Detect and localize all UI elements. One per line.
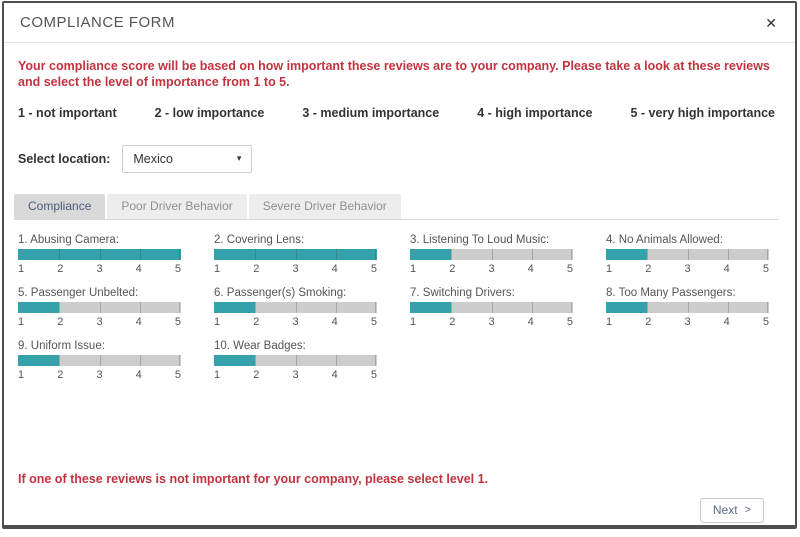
slider-track[interactable] <box>18 355 181 366</box>
slider-tick <box>688 249 689 260</box>
scale-number: 2 <box>57 315 64 328</box>
scale-number: 4 <box>135 368 142 381</box>
slider-scale <box>18 316 181 328</box>
slider-tick <box>296 302 297 313</box>
dialog-body <box>4 43 795 523</box>
scale-number: 1 <box>214 315 221 328</box>
importance-slider <box>18 287 181 328</box>
slider-scale <box>410 316 573 328</box>
location-selected-value: Mexico <box>133 151 173 166</box>
slider-scale <box>606 316 769 328</box>
scale-number: 4 <box>527 315 534 328</box>
slider-tick <box>728 249 729 260</box>
scale-number: 5 <box>174 368 181 381</box>
scale-number: 1 <box>410 315 417 328</box>
slider-tick <box>296 355 297 366</box>
scale-number: 2 <box>449 262 456 275</box>
scale-number: 3 <box>488 315 495 328</box>
scale-number: 3 <box>96 315 103 328</box>
slider-tick <box>179 302 180 313</box>
slider-label: 3. Listening To Loud Music: <box>410 233 550 246</box>
scale-number: 4 <box>331 262 338 275</box>
importance-slider <box>606 287 769 328</box>
next-button[interactable] <box>700 498 764 523</box>
slider-tick <box>532 302 533 313</box>
slider-tick <box>451 302 452 313</box>
slider-tick <box>336 302 337 313</box>
scale-number: 3 <box>292 262 299 275</box>
legend-item: 5 - very high importance <box>630 105 775 120</box>
scale-number: 2 <box>57 368 64 381</box>
scale-number: 2 <box>57 262 64 275</box>
scale-number: 4 <box>527 262 534 275</box>
scale-number: 5 <box>566 262 573 275</box>
note-text: If one of these reviews is not important for your company, please select level 1. <box>18 471 489 486</box>
slider-fill <box>214 302 255 313</box>
slider-tick <box>255 302 256 313</box>
slider-tick <box>140 249 141 260</box>
slider-fill <box>606 249 647 260</box>
slider-tick <box>179 249 180 260</box>
importance-slider <box>214 287 377 328</box>
importance-slider <box>410 287 573 328</box>
scale-number: 4 <box>331 368 338 381</box>
slider-track[interactable] <box>606 249 769 260</box>
dialog-title: COMPLIANCE FORM <box>20 14 176 31</box>
dialog-header <box>4 3 795 43</box>
next-button-label: Next <box>712 502 738 517</box>
slider-tick <box>728 302 729 313</box>
scale-number: 5 <box>762 262 769 275</box>
slider-tick <box>375 249 376 260</box>
slider-track[interactable] <box>18 302 181 313</box>
slider-tick <box>375 302 376 313</box>
slider-fill <box>18 355 59 366</box>
slider-tick <box>100 302 101 313</box>
instruction-text: Your compliance score will be based on how important these reviews are to your company. Please take a look at these reviews and select the level of importance from 1 to 5. <box>18 59 770 90</box>
scale-number: 3 <box>292 368 299 381</box>
slider-track[interactable] <box>18 249 181 260</box>
slider-tick <box>140 302 141 313</box>
slider-scale <box>410 263 573 275</box>
importance-slider <box>18 340 181 381</box>
location-dropdown[interactable] <box>122 145 252 173</box>
slider-tick <box>59 355 60 366</box>
slider-tick <box>647 249 648 260</box>
slider-scale <box>606 263 769 275</box>
slider-fill <box>410 302 451 313</box>
scale-number: 2 <box>253 315 260 328</box>
slider-track[interactable] <box>410 249 573 260</box>
close-icon[interactable]: ✕ <box>765 14 777 31</box>
scale-number: 1 <box>606 315 613 328</box>
scale-number: 5 <box>174 315 181 328</box>
slider-tick <box>336 249 337 260</box>
slider-scale <box>214 316 377 328</box>
scale-number: 2 <box>645 262 652 275</box>
scale-number: 2 <box>253 368 260 381</box>
slider-tick <box>532 249 533 260</box>
scale-number: 3 <box>292 315 299 328</box>
slider-tick <box>179 355 180 366</box>
slider-label: 9. Uniform Issue: <box>18 339 105 352</box>
slider-tick <box>100 249 101 260</box>
slider-scale <box>18 369 181 381</box>
scale-number: 3 <box>684 315 691 328</box>
legend-item: 3 - medium importance <box>302 105 440 120</box>
scale-number: 3 <box>684 262 691 275</box>
scale-number: 2 <box>645 315 652 328</box>
legend-item: 2 - low importance <box>154 105 265 120</box>
scale-number: 1 <box>18 262 25 275</box>
slider-label: 10. Wear Badges: <box>214 339 306 352</box>
importance-slider <box>214 340 377 381</box>
slider-track[interactable] <box>606 302 769 313</box>
slider-label: 1. Abusing Camera: <box>18 233 120 246</box>
slider-fill <box>214 355 255 366</box>
importance-legend <box>18 106 779 120</box>
tab-compliance[interactable]: Compliance <box>14 194 105 219</box>
scale-number: 4 <box>135 315 142 328</box>
slider-tick <box>492 302 493 313</box>
legend-item: 1 - not important <box>18 105 117 120</box>
scale-number: 1 <box>214 368 221 381</box>
scale-number: 4 <box>723 315 730 328</box>
scale-number: 4 <box>331 315 338 328</box>
slider-tick <box>59 249 60 260</box>
slider-label: 5. Passenger Unbelted: <box>18 286 139 299</box>
importance-slider <box>410 234 573 275</box>
scale-number: 1 <box>214 262 221 275</box>
slider-fill <box>410 249 451 260</box>
slider-track[interactable] <box>410 302 573 313</box>
slider-scale <box>214 263 377 275</box>
scale-number: 2 <box>449 315 456 328</box>
slider-tick <box>451 249 452 260</box>
slider-tick <box>375 355 376 366</box>
slider-tick <box>571 302 572 313</box>
scale-number: 5 <box>370 262 377 275</box>
slider-label: 8. Too Many Passengers: <box>606 286 736 299</box>
scale-number: 5 <box>370 368 377 381</box>
scale-number: 2 <box>253 262 260 275</box>
slider-tick <box>255 355 256 366</box>
scale-number: 1 <box>606 262 613 275</box>
slider-fill <box>18 302 59 313</box>
slider-tick <box>336 355 337 366</box>
scale-number: 1 <box>410 262 417 275</box>
scale-number: 5 <box>566 315 573 328</box>
slider-tick <box>140 355 141 366</box>
slider-label: 7. Switching Drivers: <box>410 286 515 299</box>
slider-tick <box>100 355 101 366</box>
slider-tick <box>767 249 768 260</box>
slider-label: 4. No Animals Allowed: <box>606 233 723 246</box>
importance-slider <box>18 234 181 275</box>
slider-tick <box>492 249 493 260</box>
slider-tick <box>571 249 572 260</box>
slider-label: 6. Passenger(s) Smoking: <box>214 286 347 299</box>
scale-number: 3 <box>488 262 495 275</box>
slider-tick <box>647 302 648 313</box>
legend-item: 4 - high importance <box>477 105 593 120</box>
scale-number: 5 <box>762 315 769 328</box>
tab-severe-driver-behavior[interactable]: Severe Driver Behavior <box>249 194 401 219</box>
slider-tick <box>688 302 689 313</box>
slider-tick <box>767 302 768 313</box>
slider-label: 2. Covering Lens: <box>214 233 305 246</box>
scale-number: 5 <box>370 315 377 328</box>
location-label: Select location: <box>18 151 111 166</box>
slider-track[interactable] <box>214 355 377 366</box>
importance-slider <box>606 234 769 275</box>
slider-tick <box>255 249 256 260</box>
chevron-down-icon: ▾ <box>236 153 242 163</box>
scale-number: 3 <box>96 368 103 381</box>
behavior-tabstrip <box>14 194 779 220</box>
importance-slider-grid <box>18 234 779 381</box>
scale-number: 3 <box>96 262 103 275</box>
slider-tick <box>59 302 60 313</box>
location-row <box>18 145 779 173</box>
scale-number: 5 <box>174 262 181 275</box>
slider-fill <box>606 302 647 313</box>
slider-track[interactable] <box>214 249 377 260</box>
slider-track[interactable] <box>214 302 377 313</box>
scale-number: 1 <box>18 368 25 381</box>
scale-number: 1 <box>18 315 25 328</box>
slider-tick <box>296 249 297 260</box>
slider-scale <box>18 263 181 275</box>
scale-number: 4 <box>135 262 142 275</box>
slider-scale <box>214 369 377 381</box>
scale-number: 4 <box>723 262 730 275</box>
footer-row <box>18 498 779 523</box>
tab-poor-driver-behavior[interactable]: Poor Driver Behavior <box>107 194 246 219</box>
compliance-form-dialog <box>2 1 797 529</box>
importance-slider <box>214 234 377 275</box>
chevron-right-icon: > <box>744 503 751 516</box>
